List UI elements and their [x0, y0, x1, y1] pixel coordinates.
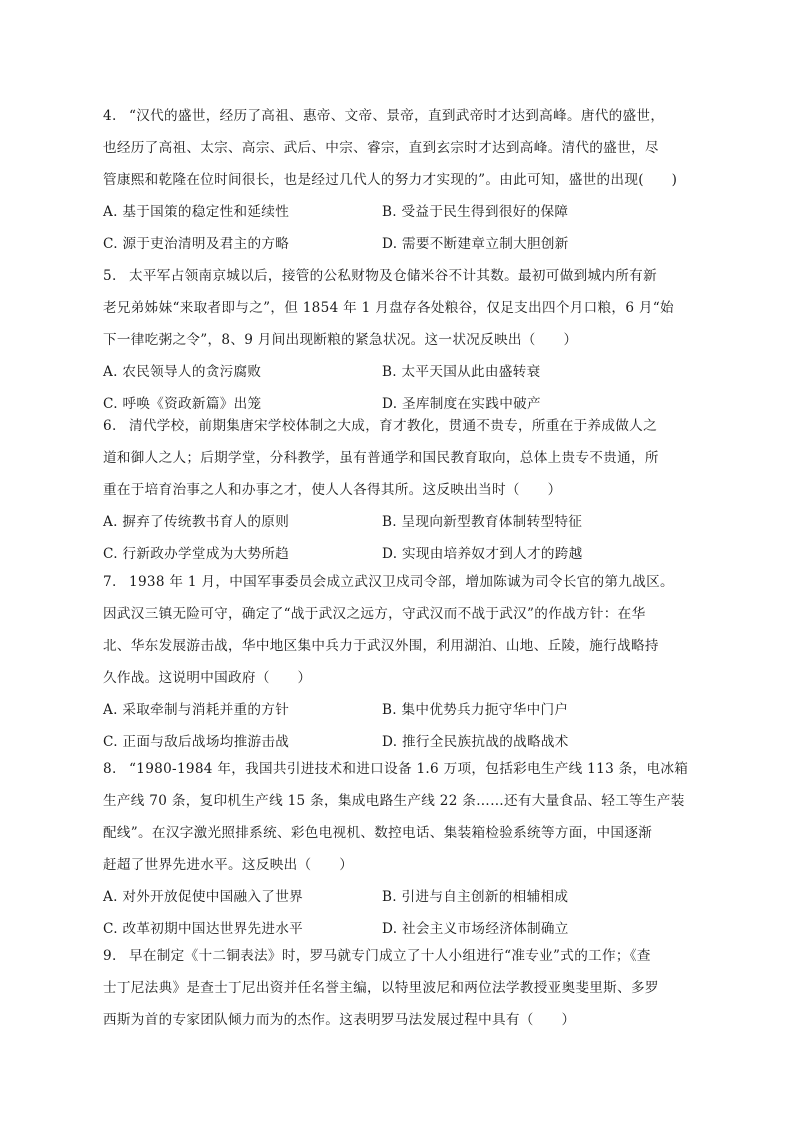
option-a[interactable]: A. 基于国策的稳定性和延续性 — [103, 204, 290, 220]
option-c[interactable]: C. 改革初期中国达世界先进水平 — [103, 921, 304, 937]
option-row — [103, 356, 703, 388]
option-d[interactable]: D. 推行全民族抗战的战略战术 — [382, 734, 569, 750]
option-b[interactable]: B. 引进与自主创新的相辅相成 — [382, 889, 569, 905]
option-a[interactable]: A. 采取牵制与消耗并重的方针 — [103, 702, 290, 718]
question-number: 7. — [103, 574, 117, 590]
question-stem-line: 重在于培育治事之人和办事之才，使人人各得其所。这反映出当时（ ） — [103, 482, 562, 498]
option-c[interactable]: C. 正面与敌后战场均推游击战 — [103, 734, 290, 750]
question-number: 5. — [103, 268, 117, 284]
option-b[interactable]: B. 太平天国从此由盛转衰 — [382, 364, 541, 380]
question-stem-line: 5. 太平军占领南京城以后，接管的公私财物及仓储米谷不计其数。最初可做到城内所有新 — [103, 260, 703, 292]
question-stem-line: 9. 早在制定《十二铜表法》时，罗马就专门成立了十人小组进行“准专业”式的工作；《查 — [103, 940, 703, 972]
question-4 — [103, 100, 703, 260]
question-number: 9. — [103, 948, 117, 964]
question-stem-line: 士丁尼法典》是查士丁尼出资并任名誉主编，以特里波尼和两位法学教授亚奥斐里斯、多罗 — [103, 980, 659, 996]
option-d[interactable]: D. 需要不断建章立制大胆创新 — [382, 236, 569, 252]
option-c[interactable]: C. 行新政办学堂成为大势所趋 — [103, 546, 290, 562]
question-5 — [103, 260, 703, 420]
option-a[interactable]: A. 对外开放促使中国融入了世界 — [103, 889, 303, 905]
question-stem-line: 7. 1938 年 1 月，中国军事委员会成立武汉卫戍司令部，增加陈诚为司令长官的第九战区。 — [103, 566, 703, 598]
option-a[interactable]: A. 摒弃了传统教书育人的原则 — [103, 514, 290, 530]
option-row — [103, 694, 703, 726]
option-row — [103, 881, 703, 913]
question-stem-line: 管康熙和乾隆在位时间很长，也是经过几代人的努力才实现的”。由此可知，盛世的出现( ) — [103, 172, 678, 188]
question-number: 4. — [103, 108, 117, 124]
question-stem-line: 8. “1980-1984 年，我国共引进技术和进口设备 1.6 万项，包括彩电生产线 113 条，电冰箱 — [103, 753, 703, 785]
question-stem-line: 因武汉三镇无险可守，确定了“战于武汉之远方，守武汉而不战于武汉”的作战方针：在华 — [103, 606, 646, 622]
question-stem-line: 西斯为首的专家团队倾力而为的杰作。这表明罗马法发展过程中具有（ ） — [103, 1012, 576, 1028]
option-row — [103, 506, 703, 538]
option-b[interactable]: B. 呈现向新型教育体制转型特征 — [382, 514, 583, 530]
question-9 — [103, 940, 703, 1036]
option-d[interactable]: D. 实现由培养奴才到人才的跨越 — [382, 546, 583, 562]
question-number: 8. — [103, 761, 117, 777]
question-stem-line: 下一律吃粥之令”，8、9 月间出现断粮的紧急状况。这一状况反映出（ ） — [103, 332, 578, 348]
question-stem-line: 久作战。这说明中国政府（ ） — [103, 670, 312, 686]
option-a[interactable]: A. 农民领导人的贪污腐败 — [103, 364, 262, 380]
option-row — [103, 196, 703, 228]
question-stem-line: 配线”。在汉字激光照排系统、彩色电视机、数控电话、集装箱检验系统等方面，中国逐渐 — [103, 825, 653, 841]
question-stem-line: 北、华东发展游击战，华中地区集中兵力于武汉外围，利用湖泊、山地、丘陵，施行战略持 — [103, 638, 659, 654]
option-row — [103, 228, 703, 260]
option-d[interactable]: D. 社会主义市场经济体制确立 — [382, 921, 569, 937]
question-number: 6. — [103, 418, 117, 434]
question-6 — [103, 410, 703, 570]
option-b[interactable]: B. 集中优势兵力扼守华中门户 — [382, 702, 569, 718]
question-stem-line: 6. 清代学校，前期集唐宋学校体制之大成，育才教化，贯通不贵专，所重在于养成做人之 — [103, 410, 703, 442]
question-stem-line: 也经历了高祖、太宗、高宗、武后、中宗、睿宗，直到玄宗时才达到高峰。清代的盛世，尽 — [103, 140, 659, 156]
question-8 — [103, 753, 703, 945]
option-c[interactable]: C. 源于吏治清明及君主的方略 — [103, 236, 290, 252]
option-d[interactable]: D. 圣库制度在实践中破产 — [382, 396, 541, 412]
question-7 — [103, 566, 703, 758]
question-stem-line: 赶超了世界先进水平。这反映出（ ） — [103, 857, 354, 873]
question-stem-line: 4. “汉代的盛世，经历了高祖、惠帝、文帝、景帝，直到武帝时才达到高峰。唐代的盛世， — [103, 100, 703, 132]
question-stem-line: 老兄弟姊妹“来取者即与之”，但 1854 年 1 月盘存各处粮谷，仅足支出四个月口粮，6 月“始 — [103, 300, 674, 316]
option-c[interactable]: C. 呼唤《资政新篇》出笼 — [103, 396, 262, 412]
question-stem-line: 道和御人之人；后期学堂，分科教学，虽有普通学和国民教育取向，总体上贵专不贵通，所 — [103, 450, 659, 466]
question-stem-line: 生产线 70 条，复印机生产线 15 条，集成电路生产线 22 条……还有大量食品、轻工等生产装 — [103, 793, 685, 809]
option-b[interactable]: B. 受益于民生得到很好的保障 — [382, 204, 569, 220]
